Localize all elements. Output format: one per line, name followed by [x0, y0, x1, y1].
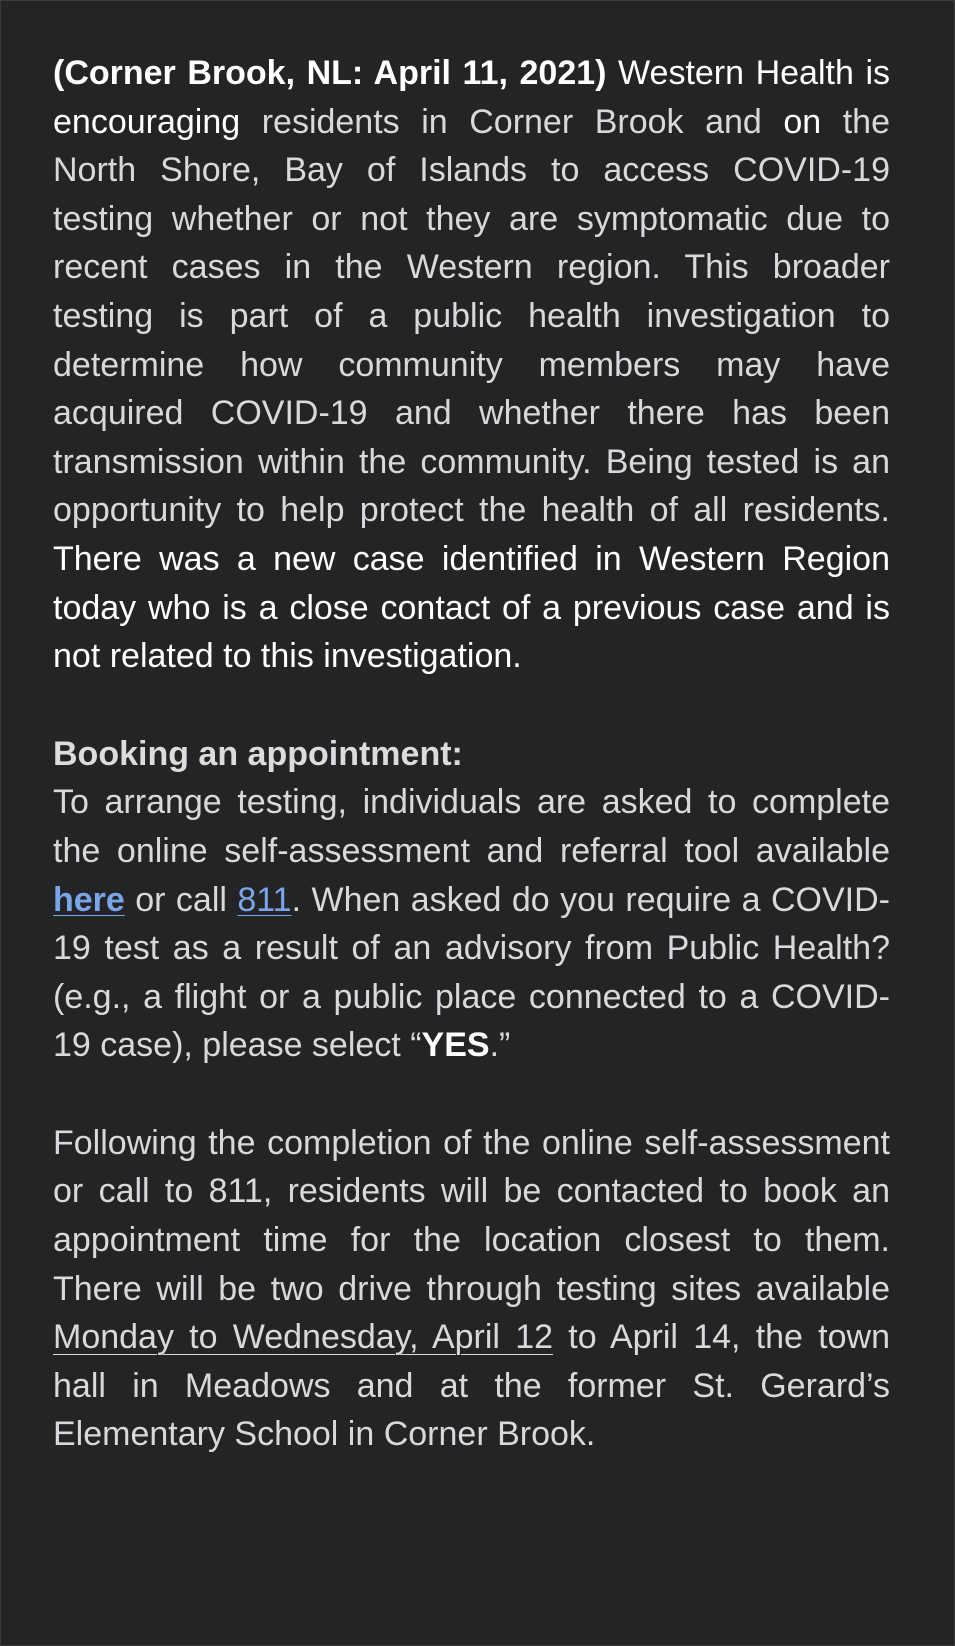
intro-body: the North Shore, Bay of Islands to access COVID-19 testing whether or not they are symptomatic due to recent cases in the Western region. This broader testing is part of a public health investigation to determine how community members may have acquired COVID-19 and whether there has been transmission within the community. Being tested is an opportunity to help protect the health of all residents.	[53, 102, 891, 530]
booking-text-end: .”	[489, 1026, 511, 1065]
booking-text-mid: or call	[124, 880, 238, 919]
sites-paragraph	[53, 1119, 890, 1459]
sites-text-after: to April 14, the town hall in Meadows and at the former St. Gerard’s Elementary School in Corner Brook.	[53, 1318, 890, 1454]
booking-text: To arrange testing, individuals are asked to complete the online self-assessment and referral tool available	[53, 783, 890, 870]
phone-811-link[interactable]: 811	[237, 880, 292, 919]
paragraph-spacer	[53, 1070, 890, 1119]
date-detector-link[interactable]: Monday to Wednesday, April 12	[53, 1318, 554, 1357]
intro-lead: Western Health is encouraging	[53, 54, 890, 141]
intro-on: on	[761, 102, 822, 141]
intro-lead-grey: residents in Corner Brook and	[240, 102, 762, 141]
yes-text: YES	[421, 1026, 490, 1065]
booking-heading: Booking an appointment:	[53, 734, 463, 773]
paragraph-spacer	[53, 681, 890, 730]
booking-section	[53, 730, 890, 1070]
intro-paragraph	[53, 49, 890, 681]
booking-text-after: . When asked do you require a COVID-19 test as a result of an advisory from Public Health? (e.g., a flight or a public place connected to a COVID-19 case), please select “	[53, 880, 890, 1065]
here-link[interactable]: here	[53, 880, 125, 919]
article-body	[53, 49, 890, 1459]
sites-text: Following the completion of the online self-assessment or call to 811, residents will be contacted to book an appointment time for the location closest to them. There will be two drive through testing sites available	[53, 1123, 890, 1308]
dateline: (Corner Brook, NL: April 11, 2021)	[53, 54, 607, 92]
intro-closing: There was a new case identified in Western Region today who is a close contact of a previous case and is not related to this investigation.	[53, 539, 890, 676]
